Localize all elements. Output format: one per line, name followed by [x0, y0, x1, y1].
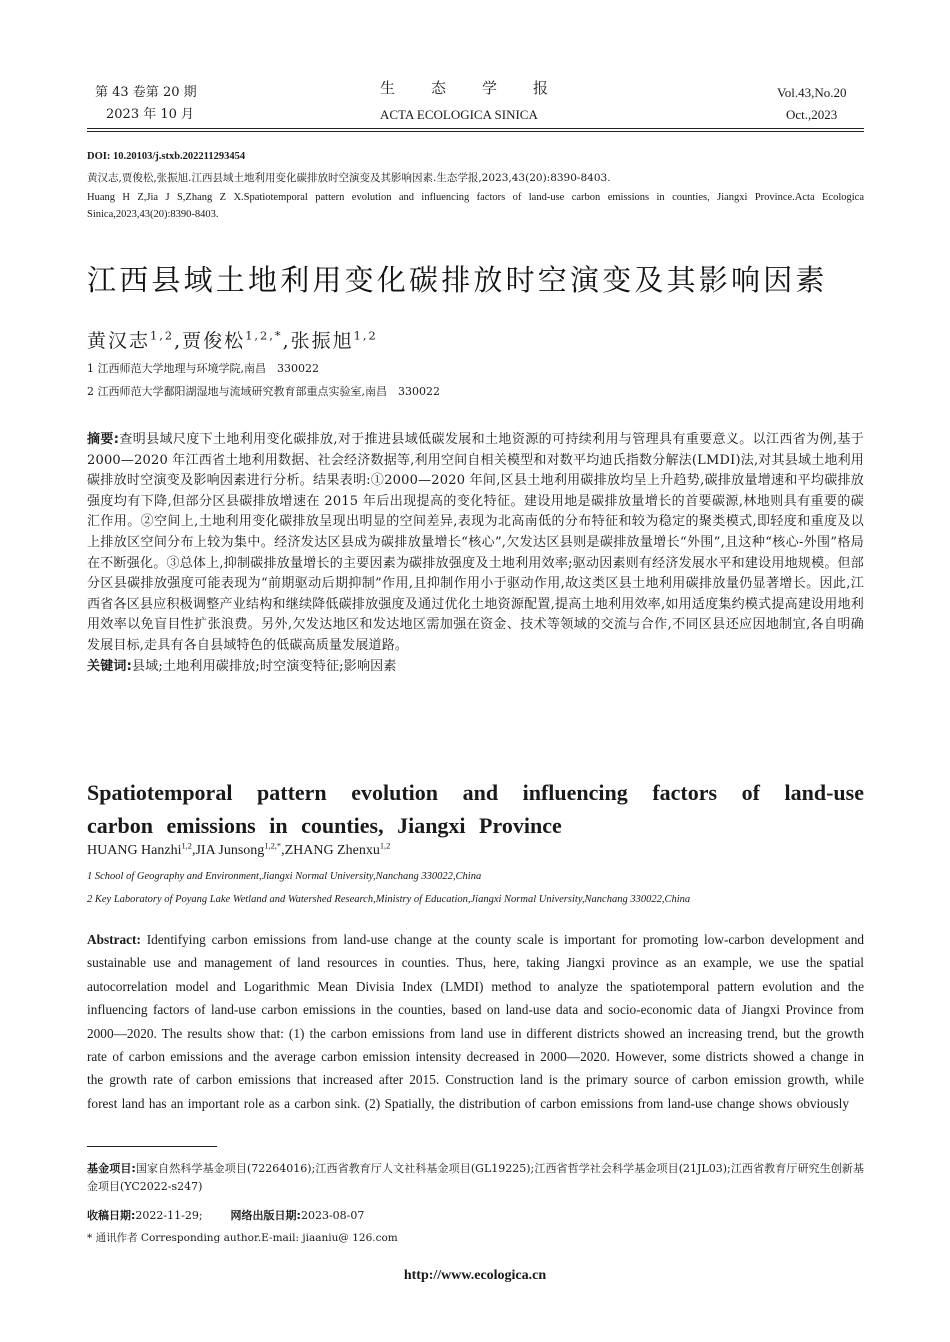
- received-label: 收稿日期:: [87, 1209, 136, 1222]
- dates-note: [87, 1207, 364, 1223]
- authors-en: [87, 843, 390, 859]
- abstract-en-label: Abstract:: [87, 932, 141, 947]
- online-date: 2023-08-07: [300, 1209, 365, 1222]
- author-affil-marker: 1,2: [150, 328, 175, 343]
- corresponding-author: * 通讯作者 Corresponding author.E-mail: jiaaniu@ 126.com: [87, 1232, 398, 1244]
- keywords-label: 关键词:: [87, 658, 132, 674]
- authors-cn: [87, 326, 378, 353]
- keywords-text: 县域;土地利用碳排放;时空演变特征;影响因素: [132, 658, 397, 674]
- author-name: ,张振旭: [282, 330, 354, 352]
- affiliation-en: 1 School of Geography and Environment,Jiangxi Normal University,Nanchang 330022,China: [87, 871, 482, 882]
- header-rule: [87, 128, 864, 129]
- received-date: 2022-11-29;: [135, 1209, 203, 1222]
- abstract-cn-label: 摘要:: [87, 432, 120, 447]
- author-affil-marker: 1,2,*: [245, 328, 283, 343]
- author-name: 黄汉志: [87, 330, 151, 352]
- abstract-en-text: Identifying carbon emissions from land-use change at the county scale is important for promoting low-carbon development and sustainable use and management of land resources in counties. Thus, here, taking Jiangxi province as an example, we use the spatial autocorrelation model and Logarithmic Mean Divisia Index (LMDI) method to analyze the spatiotemporal pattern evolution and the influencing factors of land-use carbon emissions in the counties, based on land-use data and socio-economic data of Jiangxi Province from 2000—2020. The results show that: (1) the carbon emissions from land use in different districts showed an increasing trend, but the growth rate of carbon emissions and the average carbon emission intensity decreased in 2000—2020. However, some districts showed a change in the growth rate of carbon emissions that increased after 2015. Construction land is the primary source of carbon emission growth, while forest land has an important role as a carbon sink. (2) Spatially, the distribution of carbon emissions from land-use change shows obviously: [87, 932, 864, 1111]
- journal-title-en: ACTA ECOLOGICA SINICA: [380, 107, 538, 122]
- abstract-cn-text: 查明县域尺度下土地利用变化碳排放,对于推进县域低碳发展和土地资源的可持续利用与管理具有重要意义。以江西省为例,基于 2000—2020 年江西省土地利用数据、社会经济数据等,利用空间自相关模型和对数平均迪氏指数分解法(LMDI)法,对其县域土地利用碳排放时空演变及影响因素进行分析。结果表明:①2000—2020 年间,区县土地利用碳排放均呈上升趋势,碳排放量增速和平均碳排放强度均有下降,但部分区县碳排放增速在 2015 年后出现提高的变化特征。建设用地是碳排放量增长的首要碳源,林地则具有重要的碳汇作用。②空间上,土地利用变化碳排放呈现出明显的空间差异,表现为北高南低的分布特征和较为稳定的聚类模式,即轻度和重度及以上排放区空间分布上较为集中。经济发达区县成为碳排放量增长“核心”,欠发达区县则是碳排放量增长“外围”,且这种“核心-外围”格局在不断强化。③总体上,抑制碳排放量增长的主要因素为碳排放强度及土地利用效率;驱动因素则有经济发展水平和建设用地规模。但部分区县碳排放强度可能表现为“前期驱动后期抑制”作用,且抑制作用小于驱动作用,故这类区县土地利用碳排放量仍显著增长。因此,江西省各区县应积极调整产业结构和继续降低碳排放强度及通过优化土地资源配置,提高土地利用效率,如用适度集约模式提高建设用地利用效率以免盲目性扩张浪费。另外,欠发达地区和发达地区需加强在资金、技术等领域的交流与合作,不同区县还应因地制宜,各自明确发展目标,走具有各自县域特色的低碳高质量发展道路。: [87, 432, 864, 653]
- volume-issue-en: Vol.43,No.20: [777, 85, 847, 100]
- author-name: ,贾俊松: [174, 330, 246, 352]
- author-name: ,ZHANG Zhenxu: [281, 843, 380, 858]
- author-affil-marker: 1,2: [353, 328, 378, 343]
- affiliation-cn: 2 江西师范大学鄱阳湖湿地与流域研究教育部重点实验室,南昌 330022: [87, 385, 440, 398]
- journal-title-cn: 生 态 学 报: [380, 81, 551, 97]
- page-title-en: Spatiotemporal pattern evolution and influencing factors of land-use carbon emissions in counties, Jiangxi Province: [87, 780, 864, 838]
- abstract-cn: [87, 430, 864, 677]
- volume-issue: 第 43 卷第 20 期: [95, 85, 197, 100]
- affiliation-en: 2 Key Laboratory of Poyang Lake Wetland and Watershed Research,Ministry of Education,Jiangxi Normal University,Nanchang 330022,China: [87, 894, 691, 905]
- publication-date: 2023 年 10 月: [106, 107, 195, 122]
- author-name: HUANG Hanzhi: [87, 843, 182, 858]
- publication-date-en: Oct.,2023: [786, 107, 838, 122]
- funding-note: [87, 1160, 864, 1195]
- journal-url[interactable]: http://www.ecologica.cn: [403, 1268, 547, 1283]
- citation-en: Huang H Z,Jia J S,Zhang Z X.Spatiotemporal pattern evolution and influencing factors of land-use carbon emissions in counties, Jiangxi Province.Acta Ecologica Sinica,2023,43(20):8390-8403.: [87, 192, 864, 220]
- page-title: 江西县域土地利用变化碳排放时空演变及其影响因素: [87, 263, 828, 297]
- funding-label: 基金项目:: [87, 1162, 136, 1175]
- header-rule-thin: [87, 131, 864, 132]
- abstract-en: [87, 928, 864, 1115]
- footnote-rule: [87, 1146, 217, 1147]
- author-affil-marker: 1,2: [379, 841, 391, 851]
- author-affil-marker: 1,2,*: [264, 841, 282, 851]
- affiliation-cn: 1 江西师范大学地理与环境学院,南昌 330022: [87, 362, 319, 375]
- online-label: 网络出版日期:: [230, 1209, 301, 1222]
- author-name: ,JIA Junsong: [191, 843, 265, 858]
- funding-text: 国家自然科学基金项目(72264016);江西省教育厅人文社科基金项目(GL19225);江西省哲学社会科学基金项目(21JL03);江西省教育厅研究生创新基金项目(YC2022-s247): [87, 1162, 864, 1193]
- author-affil-marker: 1,2: [181, 841, 192, 851]
- doi: DOI: 10.20103/j.stxb.202211293454: [87, 151, 246, 162]
- citation-cn: 黄汉志,贾俊松,张振旭.江西县域土地利用变化碳排放时空演变及其影响因素.生态学报,2023,43(20):8390-8403.: [87, 172, 611, 184]
